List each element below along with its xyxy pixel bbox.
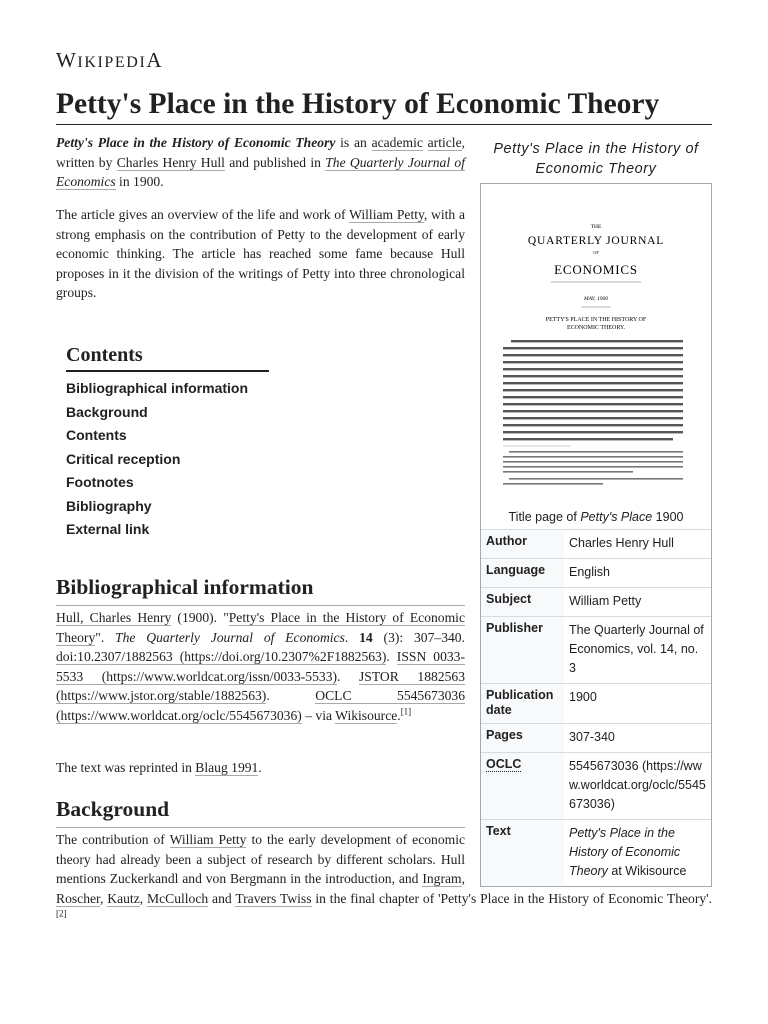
link-jstor-url[interactable]: (https://www.jstor.org/stable/1882563)	[56, 688, 267, 704]
link-william-petty[interactable]	[349, 207, 424, 223]
toc-item-external-link[interactable]: External link	[66, 521, 150, 537]
citation-paragraph	[56, 608, 465, 726]
link-oclc-label[interactable]: OCLC	[315, 688, 352, 704]
overview-paragraph	[56, 205, 465, 303]
link-citation-article[interactable]: Petty's Place in the History of Economic Theory	[56, 610, 465, 645]
link-doi-url[interactable]: (https://doi.org/10.2307%2F1882563)	[172, 649, 387, 665]
background-text-part: ,	[461, 871, 465, 887]
oclc-abbr[interactable]: OCLC	[486, 757, 522, 771]
infobox-caption: Petty's Place in the History of Economic Theory	[493, 141, 699, 177]
citation-text: .	[386, 649, 397, 665]
overview-text: The article gives an overview of the life and work of	[56, 207, 350, 222]
toc-item-critical-reception[interactable]: Critical reception	[66, 450, 181, 467]
toc-item-bibliography[interactable]: Bibliography	[66, 497, 152, 514]
wikisource-link[interactable]: Petty's Place in the History of Economic Theory	[569, 826, 681, 878]
link-article[interactable]: article	[427, 135, 462, 150]
jp-of: OF	[593, 250, 599, 255]
jp-article-title: ECONOMIC THEORY.	[566, 325, 626, 331]
infobox-row-oclc	[481, 753, 711, 820]
lead-text: in 1900.	[115, 174, 164, 190]
heading-background: Background	[56, 794, 465, 828]
page-title: Petty's Place in the History of Economic Theory	[56, 84, 712, 125]
infobox-key: Publication date	[481, 684, 564, 724]
reference-1[interactable]: [1]	[400, 706, 412, 717]
citation-text: .	[337, 668, 360, 684]
toc-title: Contents	[66, 340, 269, 372]
jp-date: MAY, 1900	[584, 296, 608, 302]
infobox-image-caption	[481, 504, 711, 529]
infobox-value: William Petty	[564, 588, 711, 617]
link-kautz[interactable]: Kautz	[107, 890, 140, 906]
citation-text: (1900). "	[171, 610, 229, 625]
citation-text: .	[266, 688, 316, 704]
image-caption-text: Title page of	[508, 510, 581, 524]
background-text-part: and	[208, 890, 236, 906]
reference-2[interactable]: [2]	[56, 908, 67, 919]
infobox-frame	[480, 183, 712, 887]
citation-text: ".	[95, 629, 116, 645]
citation-volume: 14	[359, 629, 373, 645]
citation-journal: The Quarterly Journal of Economics	[115, 629, 345, 645]
infobox	[480, 139, 712, 887]
link-charles-henry-hull[interactable]: Charles Henry Hull	[116, 154, 225, 170]
infobox-key: Publisher	[481, 617, 564, 684]
image-caption-text: 1900	[652, 510, 684, 524]
infobox-key: Text	[481, 820, 564, 887]
lead-text: , written by	[56, 135, 466, 170]
link-citation-author[interactable]: Hull, Charles Henry	[56, 610, 172, 625]
image-caption-italic: Petty's Place	[580, 510, 653, 524]
infobox-key: Language	[481, 559, 564, 588]
background-text-part: to the early development of economic theory had already been a subject of research by different scholars. Hull mentions Zuckerkandl and von Bergmann in the introduction, and	[56, 832, 466, 887]
table-of-contents	[66, 340, 269, 542]
journal-page-svg	[481, 184, 711, 504]
link-oclc-url[interactable]: (https://www.worldcat.org/oclc/5545673036)	[56, 707, 302, 723]
toc-item-footnotes[interactable]: Footnotes	[66, 474, 134, 490]
link-roscher[interactable]: Roscher	[56, 890, 101, 906]
jp-name: QUARTERLY JOURNAL	[527, 235, 665, 247]
link-ingram[interactable]: Ingram	[422, 871, 462, 887]
link-part: Petty	[396, 207, 424, 222]
wordmark-w: W	[56, 48, 78, 72]
citation-text: (3): 307–340.	[372, 629, 465, 645]
infobox-value: The Quarterly Journal of Economics, vol. 14, no. 3	[564, 617, 711, 684]
reprint-text: The text was reprinted in	[56, 760, 196, 775]
infobox-value-oclc-link[interactable]: 5545673036 (https://www.worldcat.org/oclc/5545673036)	[564, 753, 711, 820]
citation-text: .	[344, 629, 360, 645]
infobox-value: 307-340	[564, 724, 711, 753]
link-issn-label[interactable]: ISSN	[396, 649, 427, 665]
link-issn-url[interactable]: (https://www.worldcat.org/issn/0033-5533)	[83, 668, 338, 684]
jp-footnotes	[503, 451, 683, 485]
background-text-part: ,	[100, 890, 108, 906]
infobox-row-pages	[481, 724, 711, 753]
infobox-row-language	[481, 559, 711, 588]
wordmark-middle: IKIPEDI	[77, 54, 147, 71]
infobox-row-subject	[481, 588, 711, 617]
infobox-key: Subject	[481, 588, 564, 617]
infobox-row-author	[481, 530, 711, 559]
infobox-key: Pages	[481, 724, 564, 753]
jp-economics: ECONOMICS	[554, 262, 638, 277]
link-doi[interactable]: doi:10.2307/1882563	[56, 649, 173, 665]
link-journal-part: The	[325, 154, 346, 170]
link-issn[interactable]: 0033-5533	[56, 649, 465, 684]
link-jstor[interactable]: 1882563	[398, 668, 465, 684]
jp-body-text	[503, 340, 683, 440]
link-blaug-1991[interactable]: Blaug 1991	[195, 760, 259, 775]
lead-paragraph	[56, 133, 465, 192]
infobox-value-tail: at Wikisource	[607, 864, 687, 878]
lead-text: is an	[335, 135, 372, 150]
background-text	[56, 830, 712, 928]
toc-item-contents[interactable]: Contents	[66, 427, 127, 443]
infobox-value: 1900	[564, 684, 711, 724]
background-text-part: The contribution of	[56, 832, 170, 847]
infobox-row-publisher	[481, 617, 711, 684]
reprint-paragraph	[56, 758, 465, 778]
toc-item-background[interactable]: Background	[66, 403, 148, 420]
link-travers-twiss[interactable]: Travers Twiss	[235, 890, 312, 906]
link-wikisource[interactable]: Wikisource	[335, 707, 398, 723]
link-part: William	[349, 207, 394, 222]
infobox-key: Author	[481, 530, 564, 559]
citation-text: .	[397, 707, 401, 723]
background-text-part: in the final chapter of 'Petty's Place in the History of Economic Theory'.	[311, 890, 713, 906]
lead-text: and published in	[224, 154, 326, 170]
jp-article-title: PETTY'S PLACE IN THE HISTORY OF	[545, 317, 647, 323]
reprint-text: .	[258, 760, 262, 775]
infobox-row-publication-date	[481, 684, 711, 724]
infobox-value: Charles Henry Hull	[564, 530, 711, 559]
link-william-petty-2[interactable]: William Petty	[169, 832, 247, 847]
infobox-value: English	[564, 559, 711, 588]
link-journal-part: Quarterly Journal of Economics	[56, 154, 465, 190]
wikipedia-wordmark[interactable]	[56, 48, 163, 73]
link-academic[interactable]: academic	[371, 135, 423, 150]
wordmark-a: A	[146, 48, 164, 72]
link-jstor-label[interactable]: JSTOR	[359, 668, 399, 684]
link-oclc[interactable]: 5545673036	[351, 688, 465, 704]
link-mcculloch[interactable]: McCulloch	[147, 890, 209, 906]
jp-the: THE	[590, 224, 602, 230]
citation-text: – via	[301, 707, 336, 723]
toc-item-bibliographical-information[interactable]: Bibliographical information	[66, 380, 249, 396]
background-text-part: ,	[139, 890, 148, 906]
lead-bold-title: Petty's Place in the History of Economic Theory	[56, 135, 336, 150]
infobox-key-oclc[interactable]	[481, 753, 564, 820]
overview-text: , with a strong emphasis on the contribution of Petty to the development of early economic thinking. The article has reached some fame because Hull proposes in it the division of the writings of Petty into three chronological groups.	[56, 207, 465, 301]
heading-bibliographical-information: Bibliographical information	[56, 572, 465, 606]
journal-title-page-image[interactable]	[481, 184, 711, 504]
